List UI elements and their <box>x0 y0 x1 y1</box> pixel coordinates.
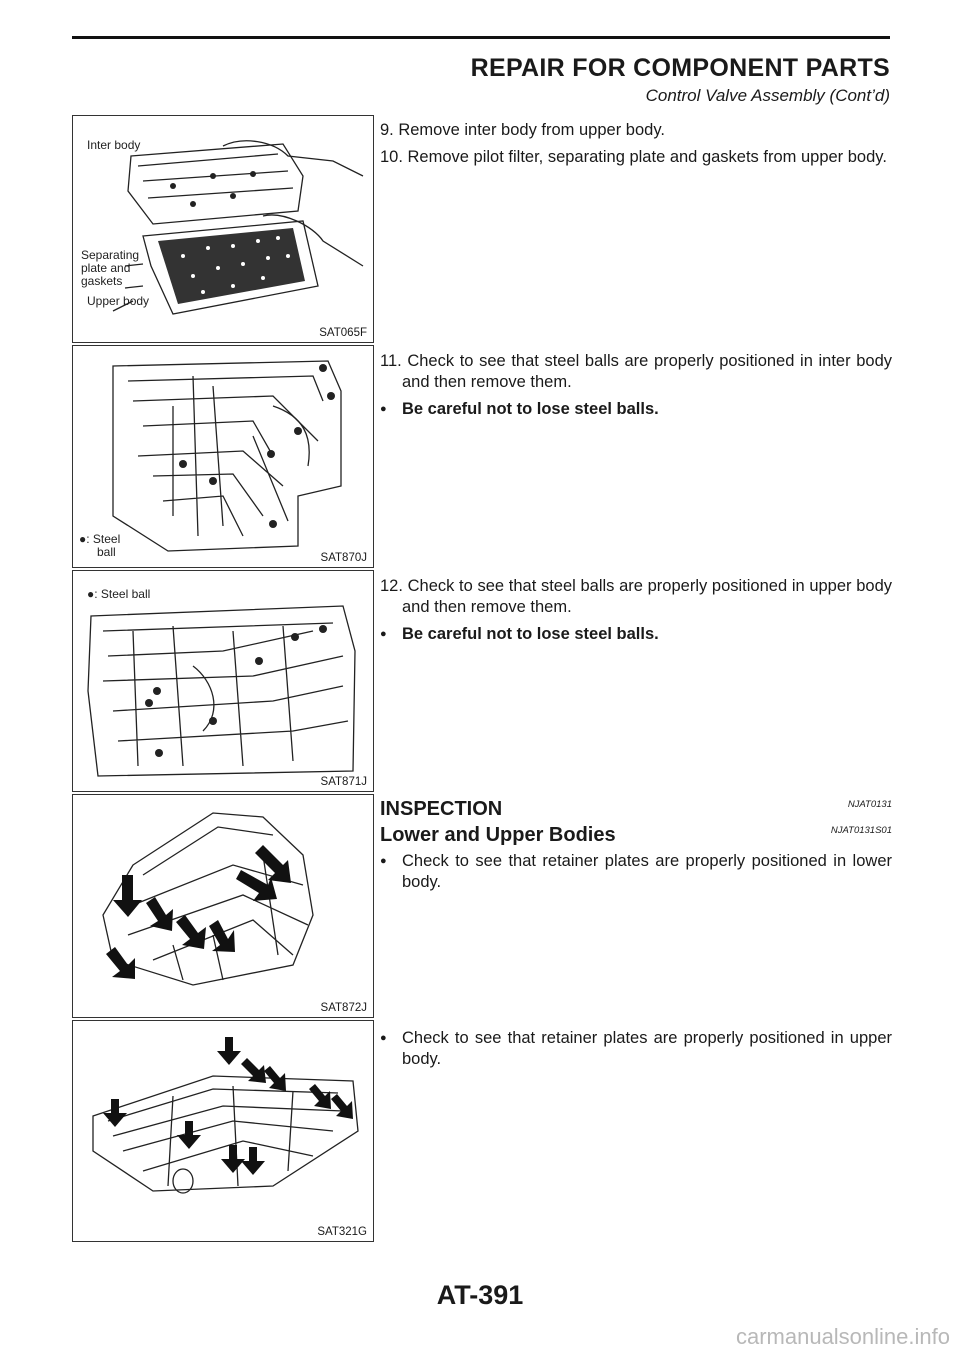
figure-sat321g <box>72 1020 374 1242</box>
figure-sat872j <box>72 794 374 1018</box>
check-upper-body-retainers: ● Check to see that retainer plates are properly positioned in upper body. <box>380 1028 892 1070</box>
figure-code: SAT872J <box>320 1002 367 1014</box>
figure-code: SAT870J <box>320 552 367 564</box>
header-rule <box>72 36 890 39</box>
figure-sat871j <box>72 570 374 792</box>
text-block-upper-body-check <box>380 1024 892 1074</box>
step-11: 11. Check to see that steel balls are properly positioned in inter body and then remove them. <box>380 352 892 391</box>
figure-label-inter-body: Inter body <box>87 138 141 152</box>
figure-illustration-upper-body <box>73 571 374 792</box>
step-10: 10. Remove pilot filter, separating plate and gaskets from upper body. <box>380 148 887 166</box>
figure-label-plate-and: plate and <box>81 261 131 275</box>
inspection-heading-text: INSPECTION <box>380 798 503 820</box>
figure-sat870j <box>72 345 374 568</box>
check-lower-body-retainers: ● Check to see that retainer plates are properly positioned in lower body. <box>380 851 892 893</box>
step-9: 9. Remove inter body from upper body. <box>380 121 665 139</box>
figure-illustration-lower-body-retainers <box>73 795 374 1018</box>
lower-upper-bodies-code: NJAT0131S01 <box>830 825 892 836</box>
inspection-heading <box>380 797 892 821</box>
caution-steel-balls-inter: ● Be careful not to lose steel balls. <box>380 399 892 420</box>
section-subtitle: Control Valve Assembly (Cont’d) <box>645 86 890 105</box>
watermark: carmanualsonline.info <box>735 1324 950 1349</box>
figure-code: SAT321G <box>317 1226 367 1238</box>
figure-illustration-upper-body-retainers <box>73 1021 374 1242</box>
figure-label-ball: ball <box>97 545 116 559</box>
figure-label-separating: Separating <box>81 248 140 262</box>
figure-code: SAT065F <box>319 327 367 339</box>
figure-label-gaskets: gaskets <box>81 274 123 288</box>
caution-steel-balls-upper: ● Be careful not to lose steel balls. <box>380 624 892 645</box>
figure-sat065f <box>72 115 374 343</box>
page-number: AT-391 <box>436 1280 524 1310</box>
figure-code: SAT871J <box>320 776 367 788</box>
figure-label-steel-ball: ●: Steel ball <box>87 587 151 601</box>
lower-upper-bodies-heading-text: Lower and Upper Bodies <box>380 824 616 846</box>
figure-label-steel-ball: ●: Steel <box>79 532 121 546</box>
text-block-step-12 <box>380 576 892 649</box>
inspection-section <box>380 797 892 897</box>
page-header <box>72 0 890 112</box>
lower-upper-bodies-heading <box>380 823 892 847</box>
inspection-heading-code: NJAT0131 <box>847 799 892 810</box>
step-12: 12. Check to see that steel balls are properly positioned in upper body and then remove them. <box>380 577 892 616</box>
text-block-steps-9-10 <box>380 120 892 174</box>
section-title: REPAIR FOR COMPONENT PARTS <box>470 54 890 82</box>
text-block-step-11 <box>380 351 892 424</box>
figure-label-upper-body: Upper body <box>87 294 150 308</box>
